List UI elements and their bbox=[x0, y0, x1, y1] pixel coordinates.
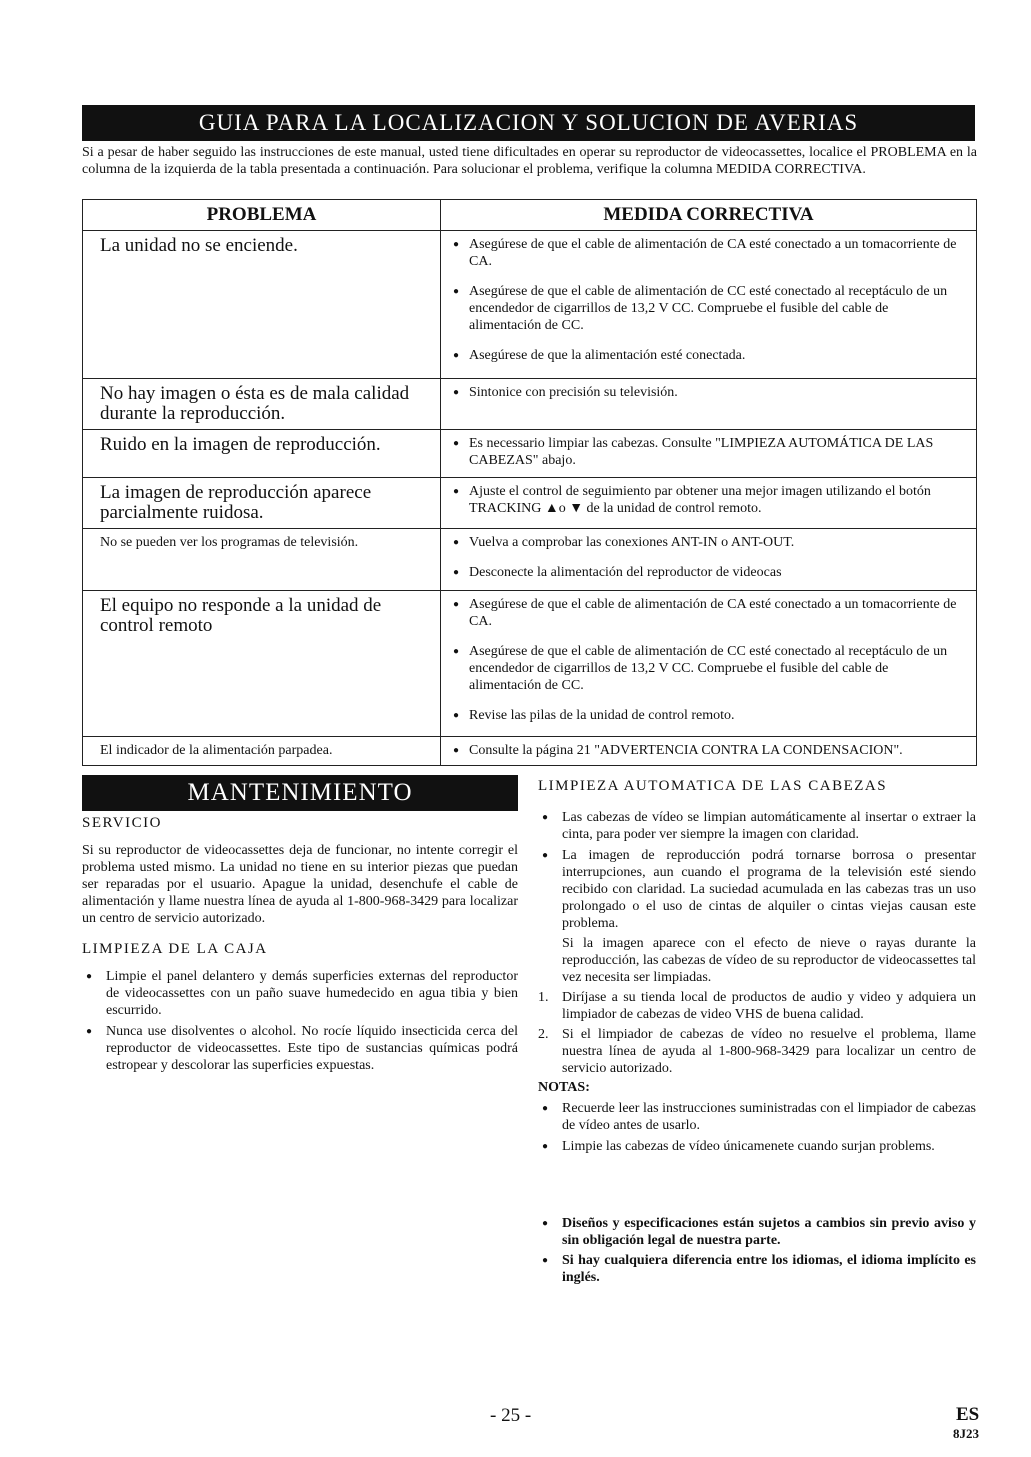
fix-item: ● Ajuste el control de seguimiento par obtener una mejor imagen utilizando el botón TRACKING ▲o ▼ de la unidad de control remoto. bbox=[453, 483, 960, 517]
problem-cell: No hay imagen o ésta es de mala calidad durante la reproducción. bbox=[83, 379, 441, 430]
fixes-cell bbox=[441, 478, 977, 529]
fixes-cell bbox=[441, 529, 977, 591]
problem-cell: Ruido en la imagen de reproducción. bbox=[83, 430, 441, 478]
fixes-cell bbox=[441, 379, 977, 430]
step-item bbox=[538, 989, 976, 1023]
intro-text: Si a pesar de haber seguido las instrucciones de este manual, usted tiene dificultades en operar su reproductor de videocassettes, localice el PROBLEMA en la columna de la izquierda de la tabla presentada a continuación. Para solucionar el problema, verifique la columna MEDIDA CORRECTIVA. bbox=[82, 145, 977, 177]
fixes-cell bbox=[441, 737, 977, 766]
fix-item bbox=[453, 534, 960, 551]
fix-item: ● Consulte la página 21 "ADVERTENCIA CONTRA LA CONDENSACION". bbox=[453, 742, 960, 759]
list-item: ● La imagen de reproducción podrá tornarse borrosa o presentar interrupciones, aun cuando el programa de la televisión esté siendo recibido con claridad. La suciedad acumulada en las cabezas tras un uso prolongado o el uso de cintas de alquiler o cintas viejas causan este problema. bbox=[538, 847, 976, 932]
disclaimer-item: ● Diseños y especificaciones están sujetos a cambios sin previo aviso y sin obligación legal de nuestra parte. bbox=[538, 1215, 976, 1249]
list-item: ● Nunca use disolventes o alcohol. No rocíe líquido insecticida cerca del reproductor de videocassettes. Este tipo de sustancias químicas podrá estropear y descolorar las superficies expuestas. bbox=[82, 1023, 518, 1074]
problem-cell: El equipo no responde a la unidad de control remoto bbox=[83, 591, 441, 737]
step-text: Si el limpiador de cabezas de vídeo no resuelve el problema, llame nuestra línea de ayuda al 1-800-968-3429 para localizar un centro de servicio autorizado. bbox=[562, 1027, 976, 1076]
problem-cell: El indicador de la alimentación parpadea. bbox=[83, 737, 441, 766]
disclaimer-item: ● Si hay cualquiera diferencia entre los idiomas, el idioma implícito es inglés. bbox=[538, 1252, 976, 1286]
language-code: ES bbox=[956, 1404, 980, 1425]
step-number: 2. bbox=[538, 1027, 549, 1042]
step-text: Diríjase a su tienda local de productos de audio y video y adquiera un limpiador de cabezas de video VHS de buena calidad. bbox=[562, 990, 976, 1022]
page-number: - 25 - bbox=[490, 1405, 532, 1426]
table-row bbox=[83, 478, 977, 529]
list-item: ● Las cabezas de vídeo se limpian automáticamente al insertar o extraer la cinta, para poder ver siempre la imagen con claridad. bbox=[538, 809, 976, 843]
problem-cell: La imagen de reproducción aparece parcialmente ruidosa. bbox=[83, 478, 441, 529]
fixes-cell bbox=[441, 231, 977, 379]
fix-item: ● Asegúrese de que el cable de alimentación de CA esté conectado a un tomacorriente de CA. bbox=[453, 236, 960, 270]
problem-cell: No se pueden ver los programas de televisión. bbox=[83, 529, 441, 591]
table-row bbox=[83, 529, 977, 591]
maintenance-title: MANTENIMIENTO bbox=[82, 775, 518, 811]
header-corrective: MEDIDA CORRECTIVA bbox=[441, 200, 977, 231]
note-item: ● Recuerde leer las instrucciones suministradas con el limpiador de cabezas de vídeo antes de usarlo. bbox=[538, 1100, 976, 1134]
disclaimer-section bbox=[538, 1212, 976, 1286]
table-row bbox=[83, 737, 977, 766]
fix-text: Vuelva a comprobar las conexiones ANT-IN o ANT-OUT. bbox=[469, 535, 795, 550]
fix-item: ● Desconecte la alimentación del reproductor de videocas bbox=[453, 564, 960, 581]
step-number: 1. bbox=[538, 990, 549, 1005]
header-problem: PROBLEMA bbox=[83, 200, 441, 231]
service-heading: SERVICIO bbox=[82, 815, 162, 831]
table-row bbox=[83, 430, 977, 478]
maintenance-section bbox=[82, 815, 518, 1074]
fix-item: ● Asegúrese de que el cable de alimentación de CC esté conectado al receptáculo de un encendedor de cigarrillos de 13,2 V CC. Compruebe el fusible del cable de alimentación de CC. bbox=[453, 283, 960, 334]
fixes-cell bbox=[441, 591, 977, 737]
model-code: 8J23 bbox=[953, 1426, 979, 1441]
fix-item: ● Sintonice con precisión su televisión. bbox=[453, 384, 960, 401]
followup-text: Si la imagen aparece con el efecto de nieve o rayas durante la reproducción, las cabezas de vídeo de su reproductor de videocassettes tal vez necesita ser limpiadas. bbox=[562, 936, 976, 985]
fix-item: ● Asegúrese de que la alimentación esté conectada. bbox=[453, 347, 960, 364]
table-row bbox=[83, 379, 977, 430]
fix-item: ● Es necessario limpiar las cabezas. Consulte "LIMPIEZA AUTOMÁTICA DE LAS CABEZAS" abajo. bbox=[453, 435, 960, 469]
case-cleaning-heading: LIMPIEZA DE LA CAJA bbox=[82, 941, 268, 957]
fix-item: ● Revise las pilas de la unidad de control remoto. bbox=[453, 707, 960, 724]
troubleshooting-table bbox=[82, 199, 977, 766]
table-row bbox=[83, 231, 977, 379]
notes-heading: NOTAS: bbox=[538, 1080, 590, 1095]
page-title: GUIA PARA LA LOCALIZACION Y SOLUCION DE AVERIAS bbox=[82, 105, 975, 141]
fix-item: ● Asegúrese de que el cable de alimentación de CC esté conectado al receptáculo de un encendedor de cigarrillos de 13,2 V CC. Compruebe el fusible del cable de alimentación de CC. bbox=[453, 643, 960, 694]
problem-cell: La unidad no se enciende. bbox=[83, 231, 441, 379]
head-cleaning-section bbox=[538, 778, 976, 1155]
fixes-cell bbox=[441, 430, 977, 478]
note-item: ● Limpie las cabezas de vídeo únicamenete cuando surjan problems. bbox=[538, 1138, 976, 1155]
fix-item: ● Asegúrese de que el cable de alimentación de CA esté conectado a un tomacorriente de CA. bbox=[453, 596, 960, 630]
head-cleaning-heading: LIMPIEZA AUTOMATICA DE LAS CABEZAS bbox=[538, 778, 888, 794]
step-item bbox=[538, 1026, 976, 1077]
table-row bbox=[83, 591, 977, 737]
list-item: ● Limpie el panel delantero y demás superficies externas del reproductor de videocassettes con un paño suave humedecido en agua tibia y bien escurrido. bbox=[82, 968, 518, 1019]
service-text: Si su reproductor de videocassettes deja de funcionar, no intente corregir el problema usted mismo. La unidad no tiene en su interior piezas que puedan ser reparadas por el usuario. Apague la unidad, desenchufe el cable de alimentación y llame nuestra línea de ayuda al 1-800-968-3429 para localizar un centro de servicio autorizado. bbox=[82, 843, 518, 926]
